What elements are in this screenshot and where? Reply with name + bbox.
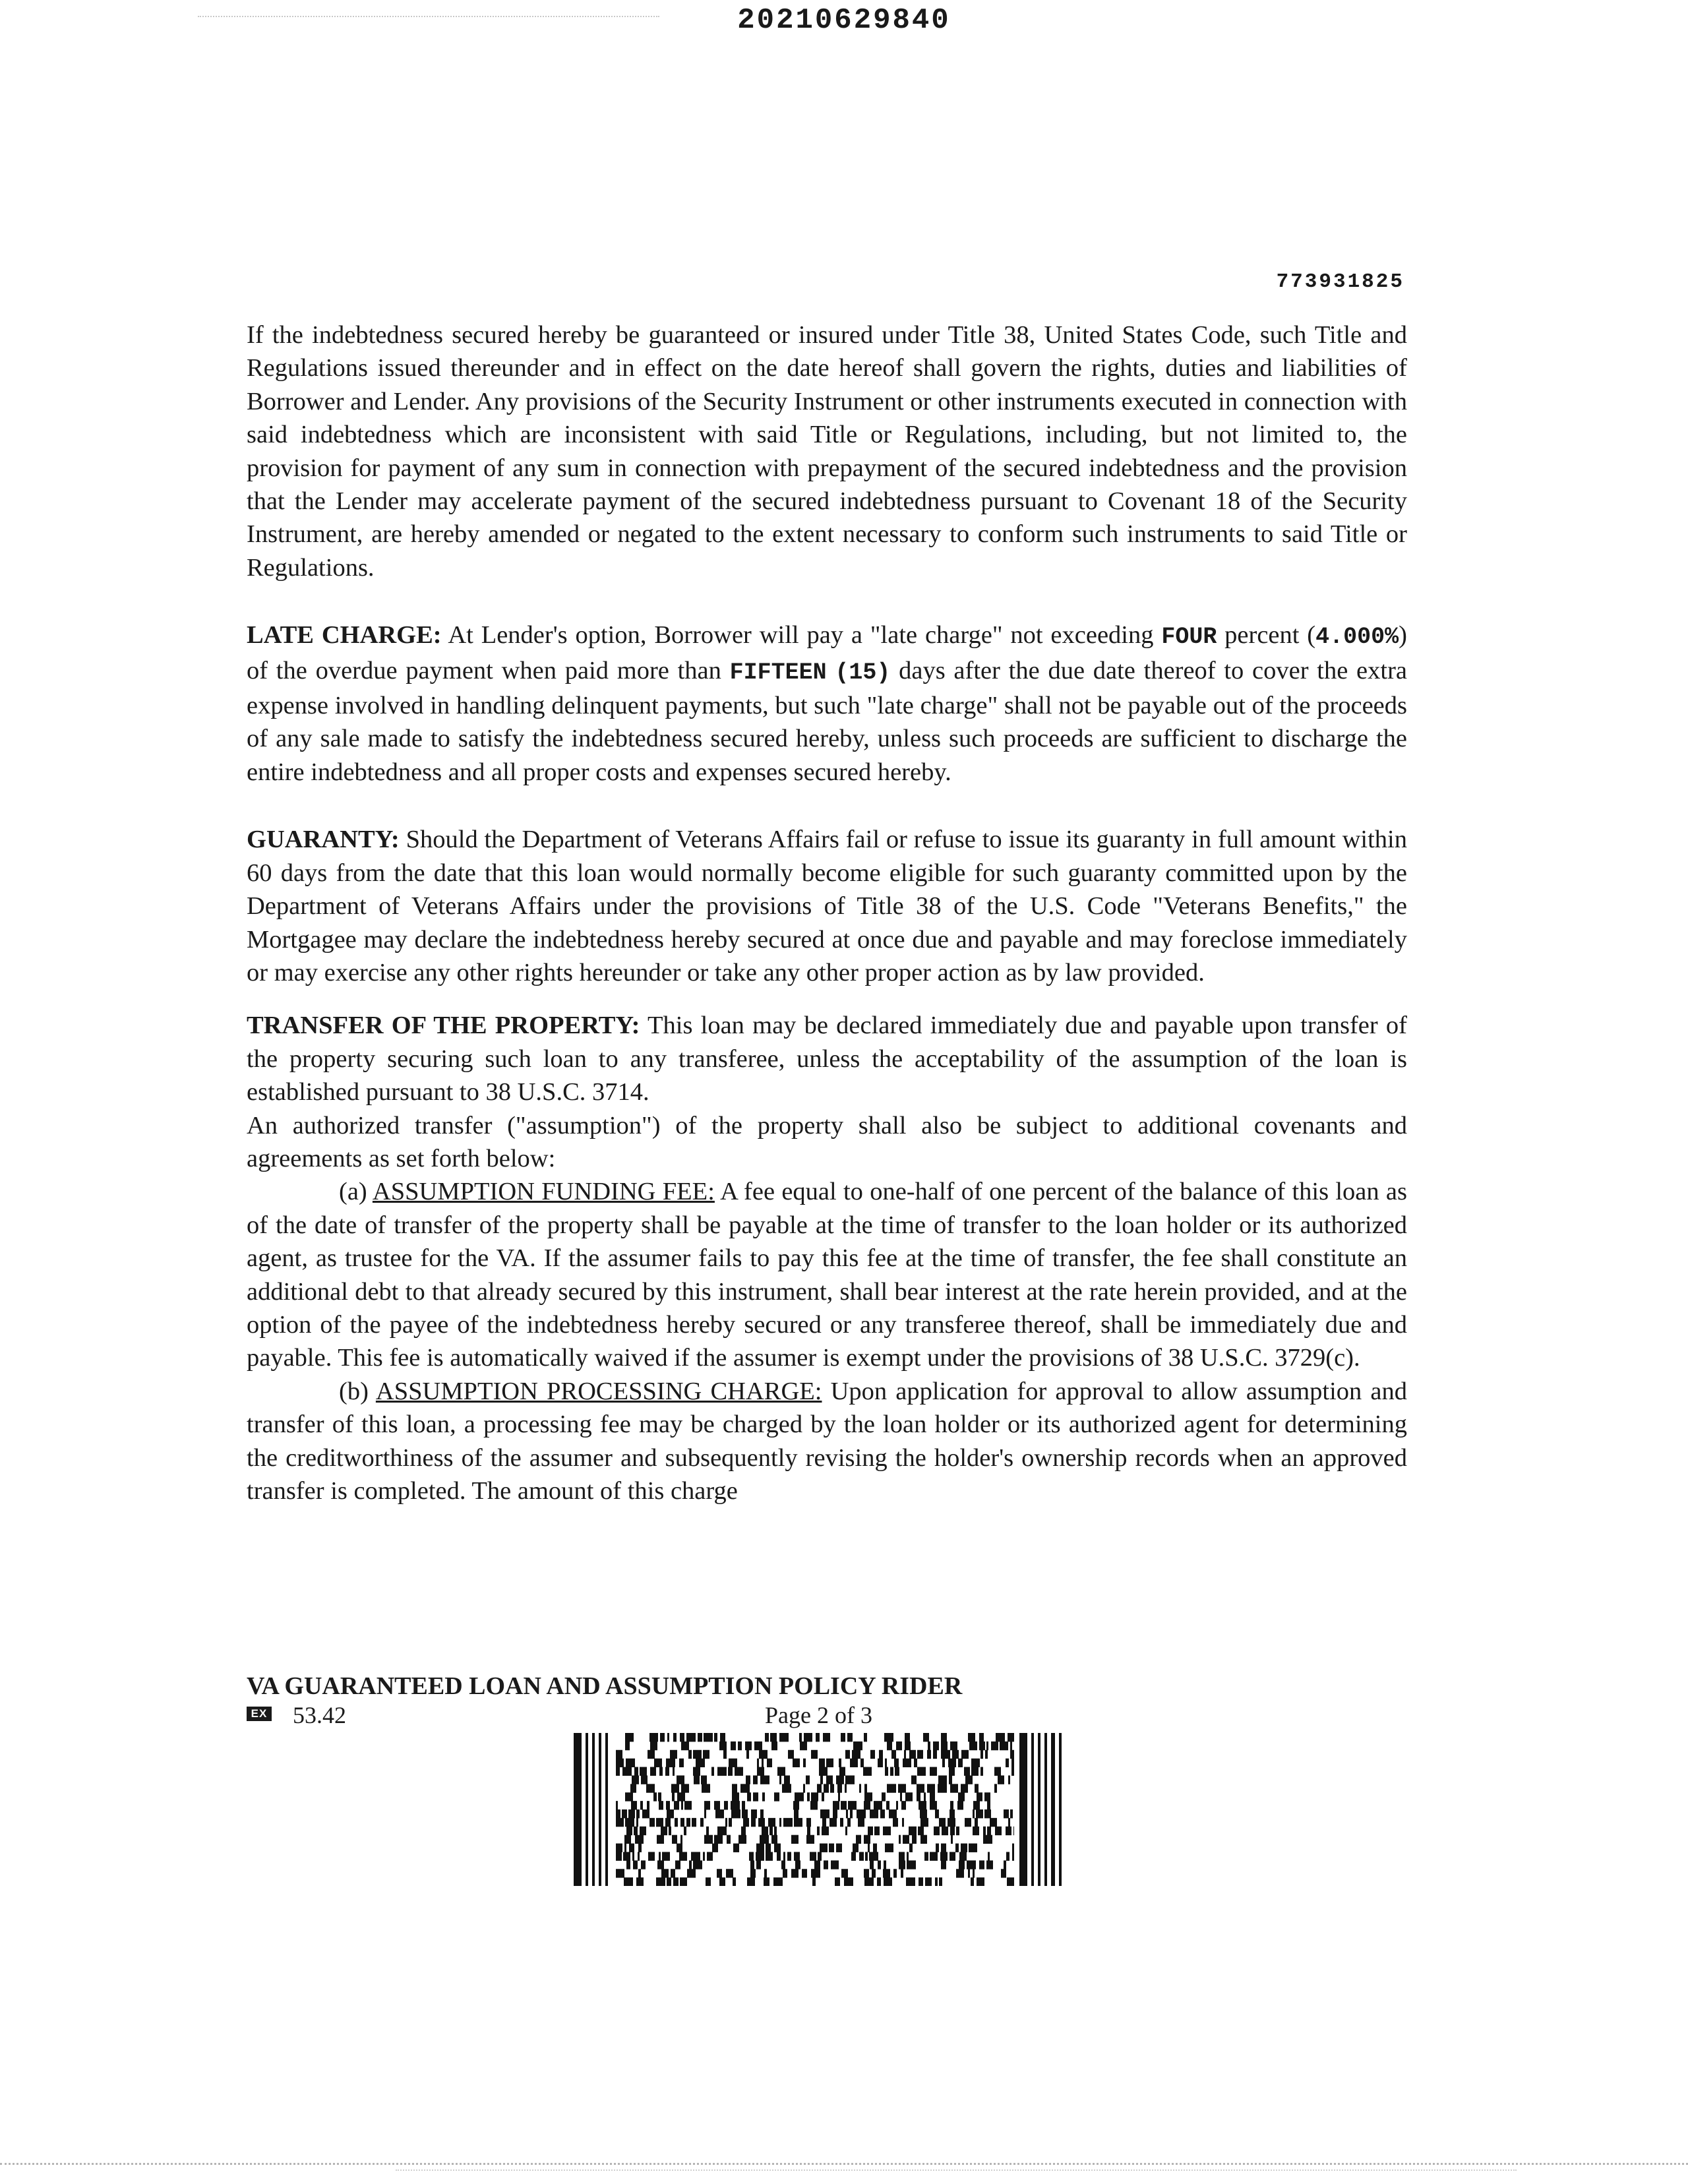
late-charge-percent-words: FOUR: [1161, 624, 1217, 651]
guaranty-heading: GUARANTY:: [247, 826, 400, 854]
late-charge-heading: LATE CHARGE:: [247, 621, 442, 650]
late-charge-days-value: (15): [835, 659, 891, 686]
late-charge-paragraph: LATE CHARGE: At Lender's option, Borrower will pay a "late charge" not exceeding FOUR percent (4.000%) of the overdue payment when paid more than FIFTEEN (15) days after the due date thereof to cover the extra expense involved in handling delinquent payments, but such "late charge" shall not be payable out of the proceeds of any sale made to satisfy the indebtedness secured hereby, unless such proceeds are sufficient to discharge the entire indebtedness and all proper costs and expenses secured hereby.: [247, 621, 1407, 786]
scan-noise-bottom-secondary: [396, 2169, 1517, 2173]
pdf417-barcode-icon: [574, 1733, 1068, 1886]
page-number: Page 2 of 3: [765, 1702, 872, 1728]
document-body: [247, 318, 1407, 1507]
loan-number: 773931825: [1276, 270, 1404, 293]
late-charge-days-words: FIFTEEN: [729, 659, 827, 686]
form-logo-icon: EX: [247, 1707, 272, 1721]
funding-fee-paragraph: (a) ASSUMPTION FUNDING FEE: A fee equal to one-half of one percent of the balance of this loan as of the date of transfer of the property shall be payable at the time of transfer to the loan holder or its authorized agent, as trustee for the VA. If the assumer fails to pay this fee at the time of transfer, the fee shall constitute an additional debt to that already secured by this instrument, shall bear interest at the rate herein provided, and at the option of the payee of the indebtedness hereby secured or any transferee thereof, shall be immediately due and payable. This fee is automatically waived if the assumer is exempt under the provisions of 38 U.S.C. 3729(c).: [247, 1178, 1407, 1372]
scan-noise-bottom: [0, 2163, 1688, 2169]
footer-row: [247, 1700, 1407, 1730]
guaranty-paragraph: GUARANTY: Should the Department of Veterans Affairs fail or refuse to issue its guaranty in full amount within 60 days from the date that this loan would normally become eligible for such guaranty committed upon by the Department of Veterans Affairs under the provisions of Title 38 of the U.S. Code "Veterans Benefits," the Mortgagee may declare the indebtedness hereby secured at once due and payable and may foreclose immediately or may exercise any other rights hereunder or take any other proper action as by law provided.: [247, 826, 1407, 986]
form-title: VA GUARANTEED LOAN AND ASSUMPTION POLICY RIDER: [247, 1672, 963, 1700]
processing-charge-paragraph: (b) ASSUMPTION PROCESSING CHARGE: Upon application for approval to allow assumption and transfer of this loan, a processing fee may be charged by the loan holder or its authorized agent for determining the creditworthiness of the assumer and subsequently revising the holder's ownership records when an approved transfer is completed. The amount of this charge: [247, 1377, 1407, 1505]
recording-number: 20210629840: [737, 4, 951, 37]
transfer-heading: TRANSFER OF THE PROPERTY:: [247, 1012, 640, 1040]
transfer-paragraph: TRANSFER OF THE PROPERTY: This loan may be declared immediately due and payable upon transfer of the property securing such loan to any transferee, unless the acceptability of the assumption of the loan is established pursuant to 38 U.S.C. 3714.: [247, 1012, 1407, 1107]
authorized-transfer-paragraph: An authorized transfer ("assumption") of the property shall also be subject to additional covenants and agreements as set forth below:: [247, 1111, 1407, 1172]
late-charge-percent-value: 4.000%: [1315, 624, 1399, 651]
processing-charge-title: ASSUMPTION PROCESSING CHARGE:: [375, 1377, 822, 1405]
intro-paragraph: If the indebtedness secured hereby be guaranteed or insured under Title 38, United States Code, such Title and Regulations issued thereunder and in effect on the date hereof shall govern the rights, duties and liabilities of Borrower and Lender. Any provisions of the Security Instrument or other instruments executed in connection with said indebtedness which are inconsistent with said Title or Regulations, including, but not limited to, the provision for payment of any sum in connection with prepayment of the secured indebtedness and the provision that the Lender may accelerate payment of the secured indebtedness pursuant to Covenant 18 of the Security Instrument, are hereby amended or negated to the extent necessary to conform such instruments to said Title or Regulations.: [247, 321, 1407, 582]
funding-fee-title: ASSUMPTION FUNDING FEE:: [372, 1178, 715, 1206]
form-number: 53.42: [293, 1702, 346, 1728]
